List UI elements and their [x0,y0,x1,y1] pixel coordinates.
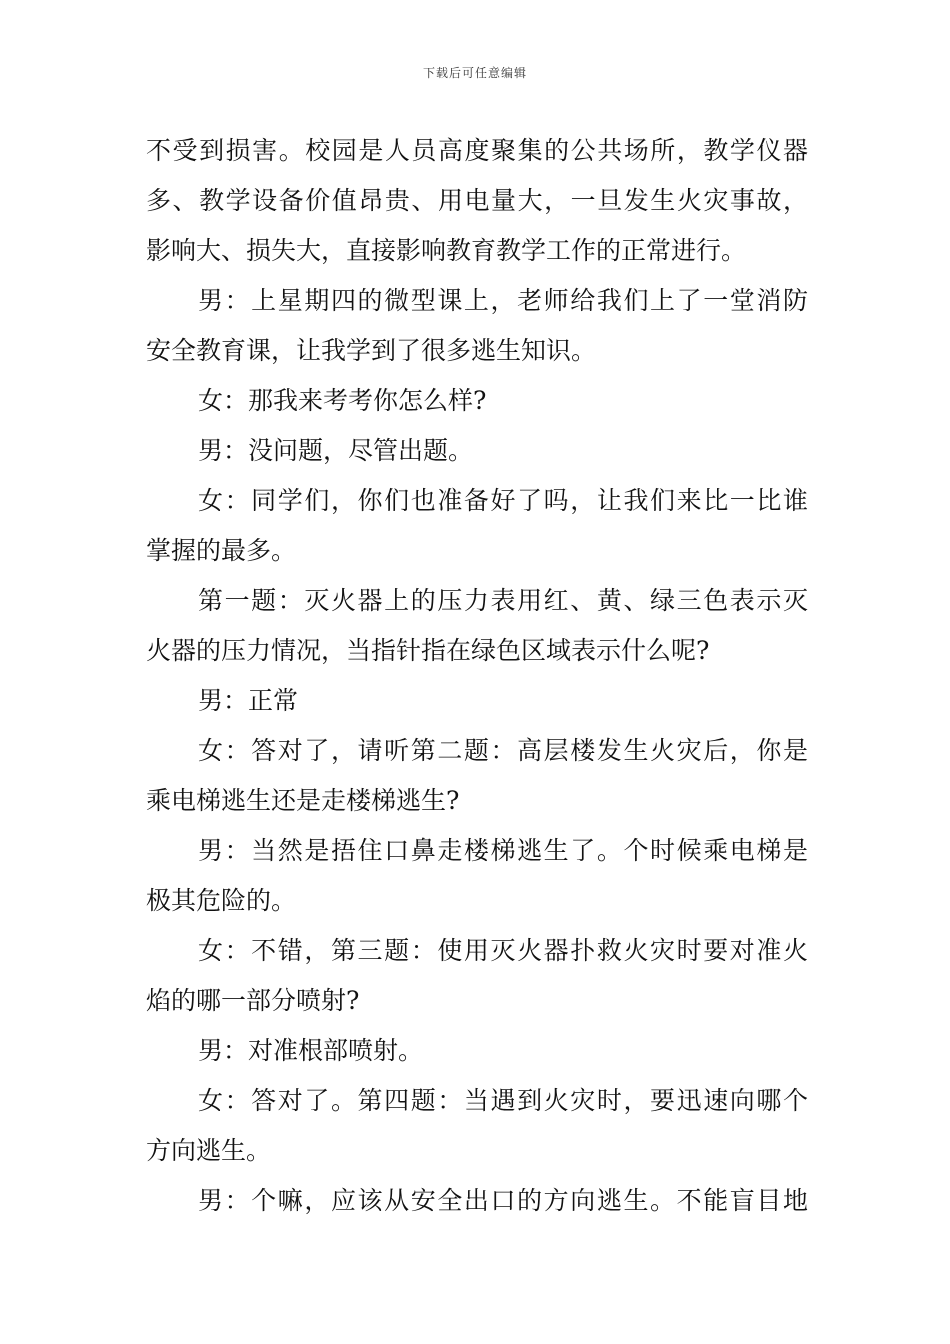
text-line: 焰的哪一部分喷射? [146,986,360,1015]
text-line: 女：答对了，请听第二题：高层楼发生火灾后，你是 [198,736,808,765]
text-line: 极其危险的。 [146,886,297,915]
paragraph [146,126,808,276]
paragraph [146,1176,808,1226]
paragraph [146,726,808,826]
text-line: 女：答对了。第四题：当遇到火灾时，要迅速向哪个 [198,1086,808,1115]
paragraph [146,576,808,676]
text-line: 男：个嘛，应该从安全出口的方向逃生。不能盲目地 [198,1186,808,1215]
paragraph [146,476,808,576]
text-line: 乘电梯逃生还是走楼梯逃生? [146,786,460,815]
text-line: 男：当然是捂住口鼻走楼梯逃生了。个时候乘电梯是 [198,836,808,865]
text-line: 女：不错，第三题：使用灭火器扑救火灾时要对准火 [198,936,808,965]
text-line: 女：那我来考考你怎么样? [198,386,487,415]
text-line: 男：上星期四的微型课上，老师给我们上了一堂消防 [198,286,808,315]
text-line: 第一题：灭火器上的压力表用红、黄、绿三色表示灭 [198,586,808,615]
text-line: 男：正常 [198,686,299,715]
text-line: 男：对准根部喷射。 [198,1036,424,1065]
paragraph [146,376,808,426]
paragraph [146,676,808,726]
text-line: 火器的压力情况，当指针指在绿色区域表示什么呢? [146,636,710,665]
paragraph [146,426,808,476]
text-line: 安全教育课，让我学到了很多逃生知识。 [146,336,597,365]
text-line: 女：同学们，你们也准备好了吗，让我们来比一比谁 [198,486,808,515]
text-line: 不受到损害。校园是人员高度聚集的公共场所，教学仪器 [146,136,808,165]
paragraph [146,276,808,376]
text-line: 影响大、损失大，直接影响教育教学工作的正常进行。 [146,236,747,265]
paragraph [146,1026,808,1076]
paragraph [146,826,808,926]
document-body [146,126,808,1226]
text-line: 男：没问题，尽管出题。 [198,436,474,465]
text-line: 多、教学设备价值昂贵、用电量大，一旦发生火灾事故， [146,186,808,215]
paragraph [146,926,808,1026]
paragraph [146,1076,808,1176]
page-header: 下载后可任意编辑 [422,66,527,80]
text-line: 方向逃生。 [146,1136,272,1165]
text-line: 掌握的最多。 [146,536,297,565]
